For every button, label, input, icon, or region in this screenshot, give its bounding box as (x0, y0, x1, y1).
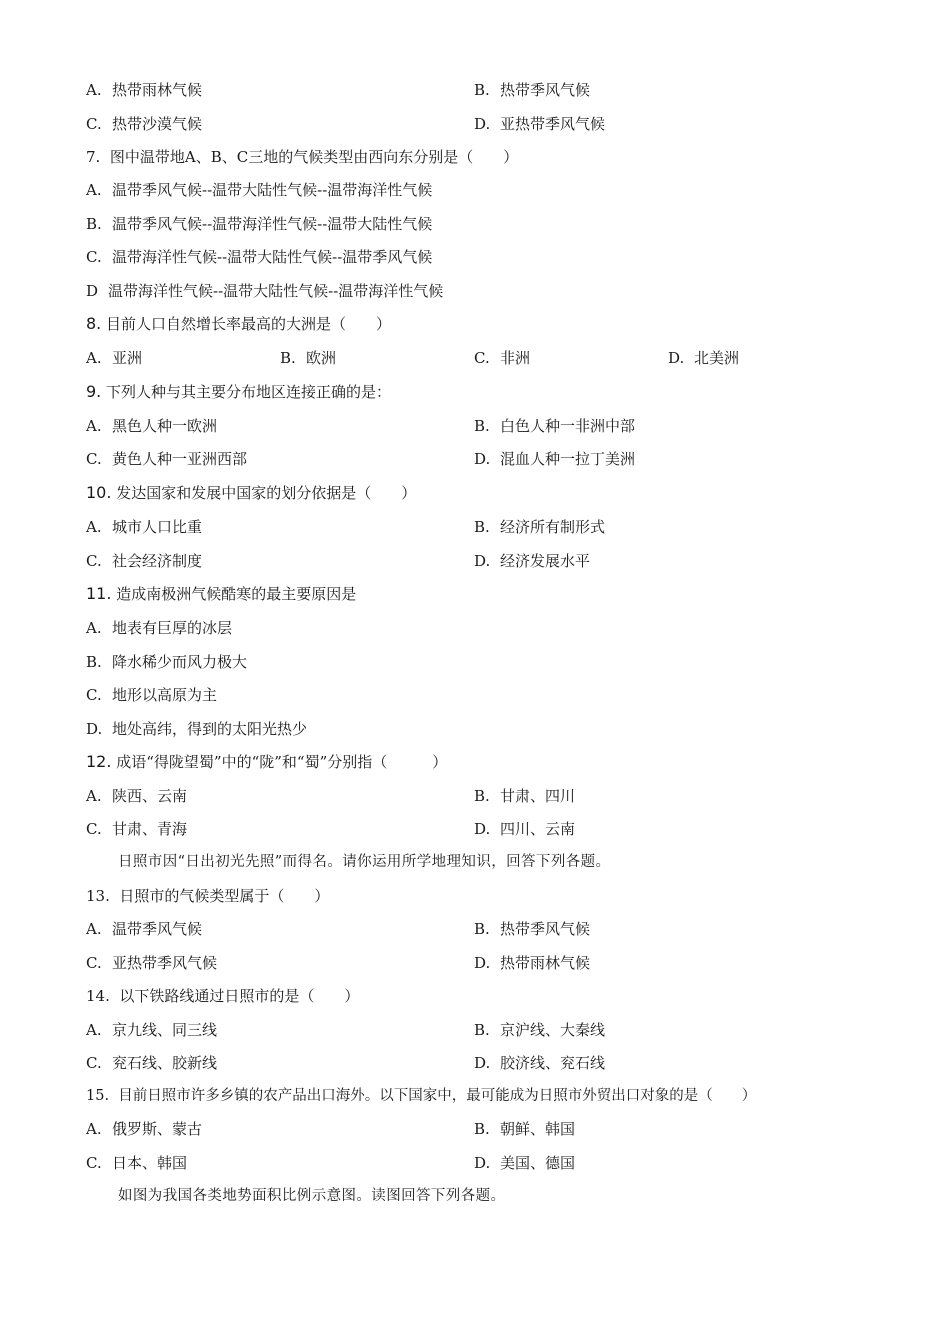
q10-option-d: D. 经济发展水平 (474, 552, 591, 570)
q12-option-d: D. 四川、云南 (474, 820, 576, 838)
q13-option-b: B. 热带季风气候 (474, 920, 591, 938)
q7-option-c: C. 温带海洋性气候--温带大陆性气候--温带季风气候 (86, 248, 433, 266)
q6-option-a: A. 热带雨林气候 (86, 81, 203, 99)
q14-option-b: B. 京沪线、大秦线 (474, 1021, 606, 1039)
q15-option-a: A. 俄罗斯、蒙古 (86, 1120, 203, 1138)
question-11-stem: 11. 造成南极洲气候酷寒的最主要原因是 (86, 584, 357, 603)
q13-option-d: D. 热带雨林气候 (474, 954, 591, 972)
q11-option-a: A. 地表有巨厚的冰层 (86, 619, 233, 637)
q14-option-d: D. 胶济线、兖石线 (474, 1054, 606, 1072)
q6-option-b: B. 热带季风气候 (474, 81, 591, 99)
q8-option-a: A. 亚洲 (86, 349, 143, 367)
q9-option-b: B. 白色人种一非洲中部 (474, 417, 636, 435)
q15-option-b: B. 朝鲜、韩国 (474, 1120, 576, 1138)
q13-option-c: C. 亚热带季风气候 (86, 954, 218, 972)
q7-option-d: D 温带海洋性气候--温带大陆性气候--温带海洋性气候 (86, 282, 444, 300)
q12-option-a: A. 陕西、云南 (86, 787, 188, 805)
q10-option-b: B. 经济所有制形式 (474, 518, 606, 536)
passage-intro-rizhao: 日照市因“日出初光先照”而得名。请你运用所学地理知识，回答下列各题。 (118, 854, 611, 870)
q6-option-c: C. 热带沙漠气候 (86, 115, 203, 133)
question-13-stem: 13. 日照市的气候类型属于（ ） (86, 887, 330, 905)
question-15-stem: 15. 目前日照市许多乡镇的农产品出口海外。以下国家中，最可能成为日照市外贸出口对象的是（ ） (86, 1088, 757, 1104)
q8-option-b: B. 欧洲 (280, 349, 337, 367)
q9-option-a: A. 黑色人种一欧洲 (86, 417, 218, 435)
q7-option-b: B. 温带季风气候--温带海洋性气候--温带大陆性气候 (86, 215, 433, 233)
question-10-stem: 10. 发达国家和发展中国家的划分依据是（ ） (86, 483, 417, 502)
q10-option-a: A. 城市人口比重 (86, 518, 203, 536)
q14-option-c: C. 兖石线、胶新线 (86, 1054, 218, 1072)
question-12-stem: 12. 成语“得陇望蜀”中的“陇”和“蜀”分别指（ ） (86, 752, 448, 771)
q12-option-b: B. 甘肃、四川 (474, 787, 576, 805)
q11-option-c: C. 地形以高原为主 (86, 686, 218, 704)
question-14-stem: 14. 以下铁路线通过日照市的是（ ） (86, 987, 360, 1005)
q8-option-d: D. 北美洲 (668, 349, 740, 367)
q13-option-a: A. 温带季风气候 (86, 920, 203, 938)
q12-option-c: C. 甘肃、青海 (86, 820, 188, 838)
q11-option-d: D. 地处高纬，得到的太阳光热少 (86, 720, 308, 738)
q15-option-c: C. 日本、韩国 (86, 1154, 188, 1172)
q9-option-c: C. 黄色人种一亚洲西部 (86, 450, 248, 468)
q15-option-d: D. 美国、德国 (474, 1154, 576, 1172)
q9-option-d: D. 混血人种一拉丁美洲 (474, 450, 636, 468)
q14-option-a: A. 京九线、同三线 (86, 1021, 218, 1039)
q8-option-c: C. 非洲 (474, 349, 531, 367)
q11-option-b: B. 降水稀少而风力极大 (86, 653, 248, 671)
question-8-stem: 8. 目前人口自然增长率最高的大洲是（ ） (86, 314, 392, 333)
q7-option-a: A. 温带季风气候--温带大陆性气候--温带海洋性气候 (86, 181, 433, 199)
q10-option-c: C. 社会经济制度 (86, 552, 203, 570)
q6-option-d: D. 亚热带季风气候 (474, 115, 606, 133)
question-9-stem: 9. 下列人种与其主要分布地区连接正确的是： (86, 382, 392, 401)
passage-intro-terrain: 如图为我国各类地势面积比例示意图。读图回答下列各题。 (118, 1188, 506, 1204)
question-7-stem: 7. 图中温带地A、B、C三地的气候类型由西向东分别是（ ） (86, 148, 519, 166)
